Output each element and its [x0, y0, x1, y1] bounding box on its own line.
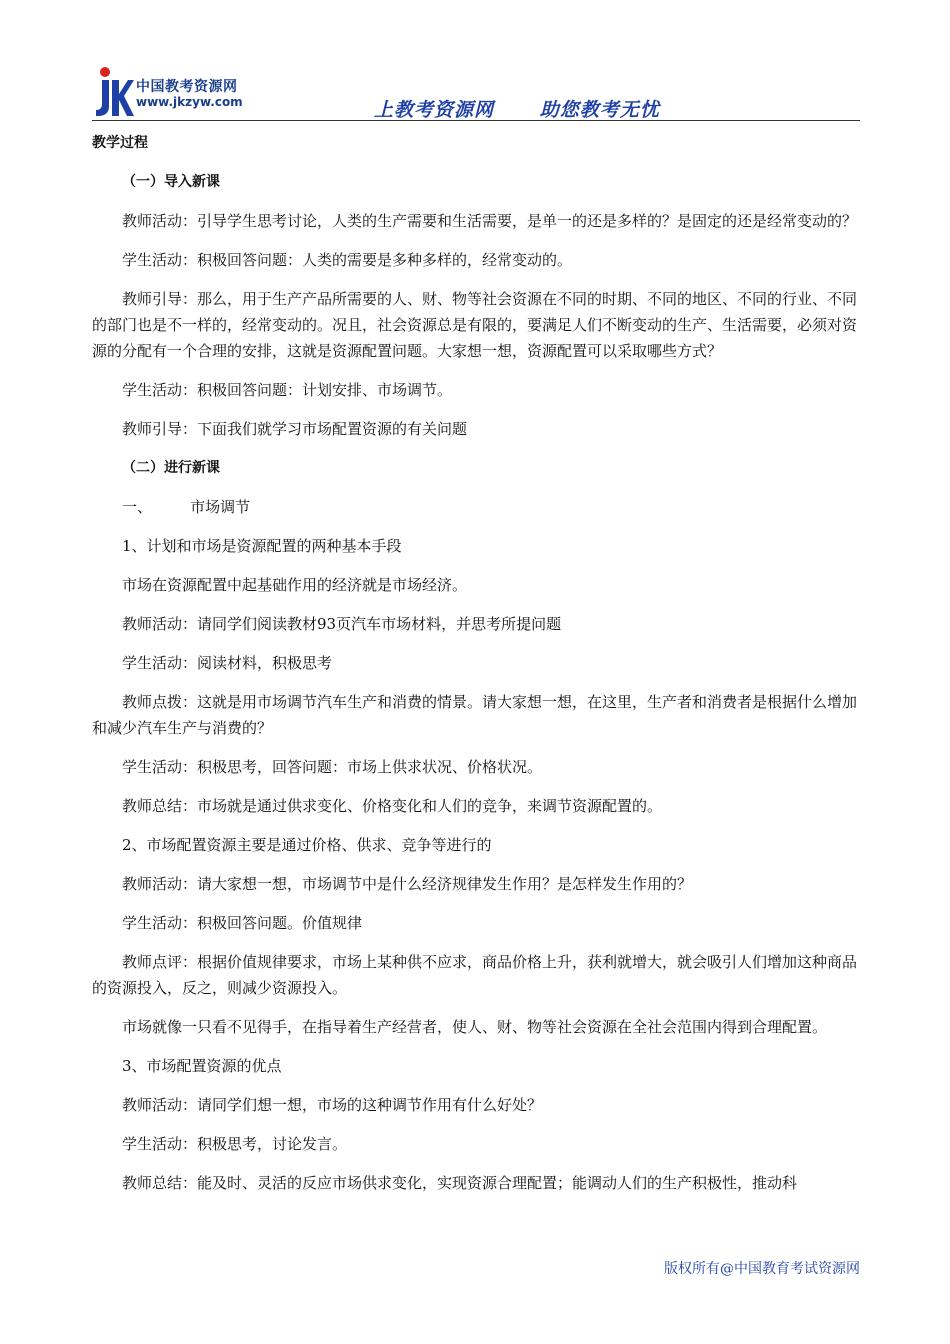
paragraph: 一、 市场调节 — [122, 498, 251, 516]
paragraph: 教师活动：请大家想一想，市场调节中是什么经济规律发生作用？是怎样发生作用的？ — [122, 875, 693, 893]
document-body — [92, 130, 860, 1196]
footer-copyright: 版权所有@中国教育考试资源网 — [664, 1261, 860, 1277]
paragraph: 2、市场配置资源主要是通过价格、供求、竞争等进行的 — [122, 836, 492, 854]
subheading: （一）导入新课 — [122, 174, 220, 190]
paragraph: 学生活动：积极回答问题。价值规律 — [122, 914, 363, 932]
paragraph: 教师引导：下面我们就学习市场配置资源的有关问题 — [122, 420, 468, 438]
jk-logo-icon — [94, 64, 134, 118]
paragraph: 学生活动：阅读材料，积极思考 — [122, 654, 333, 672]
paragraph: 3、市场配置资源的优点 — [122, 1057, 282, 1075]
paragraph: 市场就像一只看不见得手，在指导着生产经营者，使人、财、物等社会资源在全社会范围内得到合理配置。 — [122, 1018, 828, 1036]
paragraph: 1、计划和市场是资源配置的两种基本手段 — [122, 537, 402, 555]
logo-site-name: 中国教考资源网 — [136, 79, 238, 95]
paragraph: 教师活动：引导学生思考讨论，人类的生产需要和生活需要，是单一的还是多样的？是固定的还是经常变动的？ — [122, 212, 858, 230]
subheading: （二）进行新课 — [122, 460, 220, 476]
paragraph: 教师点拨：这就是用市场调节汽车生产和消费的情景。请大家想一想，在这里，生产者和消费者是根据什么增加和减少汽车生产与消费的？ — [92, 693, 858, 737]
paragraph: 教师活动：请同学们想一想，市场的这种调节作用有什么好处？ — [122, 1096, 543, 1114]
paragraph: 学生活动：积极思考，回答问题：市场上供求状况、价格状况。 — [122, 758, 543, 776]
logo-site-url[interactable]: www.jkzyw.com — [136, 95, 243, 109]
paragraph: 教师引导：那么，用于生产产品所需要的人、财、物等社会资源在不同的时期、不同的地区、不同的行业、不同的部门也是不一样的，经常变动的。况且，社会资源总是有限的，要满足人们不断变动的生产、生活需要，必须对资源的分配有一个合理的安排，这就是资源配置问题。大家想一想，资源配置可以采取哪些方式？ — [92, 290, 858, 360]
paragraph: 市场在资源配置中起基础作用的经济就是市场经济。 — [122, 576, 468, 594]
section-title: 教学过程 — [92, 135, 148, 151]
paragraph: 教师总结：市场就是通过供求变化、价格变化和人们的竞争，来调节资源配置的。 — [122, 797, 663, 815]
header-divider — [92, 120, 860, 121]
paragraph: 学生活动：积极回答问题：人类的需要是多种多样的，经常变动的。 — [122, 251, 573, 269]
page-header — [92, 62, 860, 120]
paragraph: 教师总结：能及时、灵活的反应市场供求变化，实现资源合理配置；能调动人们的生产积极性，推动科 — [122, 1174, 798, 1192]
header-slogan: 上教考资源网 助您教考无忧 — [374, 99, 660, 121]
paragraph: 学生活动：积极思考，讨论发言。 — [122, 1135, 348, 1153]
paragraph: 学生活动：积极回答问题：计划安排、市场调节。 — [122, 381, 453, 399]
paragraph: 教师点评：根据价值规律要求，市场上某种供不应求，商品价格上升，获利就增大，就会吸引人们增加这种商品的资源投入，反之，则减少资源投入。 — [92, 953, 858, 997]
paragraph: 教师活动：请同学们阅读教材93页汽车市场材料，并思考所提问题 — [122, 615, 562, 633]
